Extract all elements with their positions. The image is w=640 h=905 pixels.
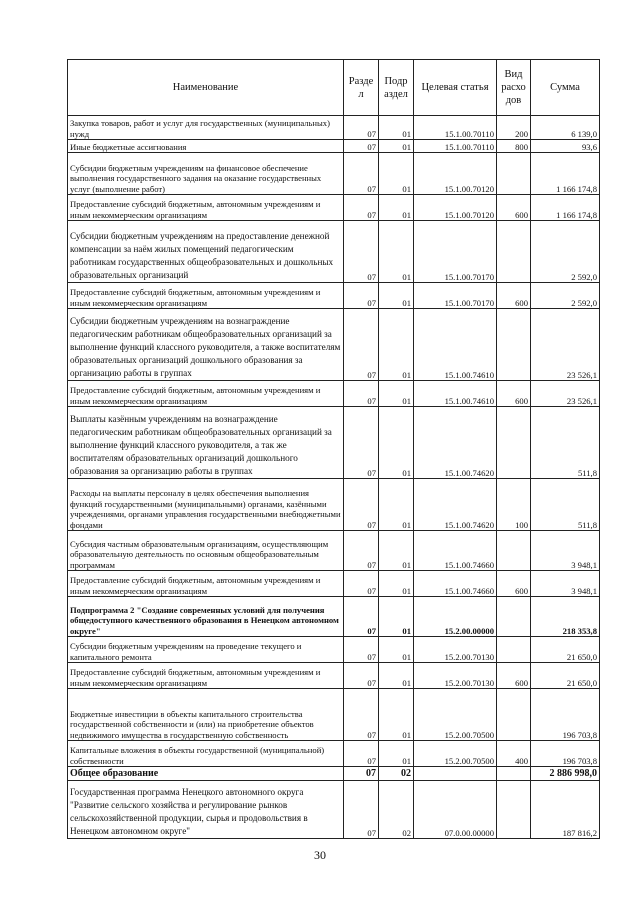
row-name: Выплаты казённым учреждениям на вознаграждение педагогическим работникам общеобразовательных организаций за выполнение функций классного руководителя, а так же воспитателям образовательных организаций дошкольного образования за организацию работы в группах xyxy=(68,407,344,479)
table-row xyxy=(68,407,600,479)
row-type: 600 xyxy=(497,663,531,689)
row-name: Закупка товаров, работ и услуг для государственных (муниципальных) нужд xyxy=(68,116,344,140)
row-target: 15.2.00.70130 xyxy=(414,663,497,689)
row-sum: 511,8 xyxy=(531,479,600,531)
table-row xyxy=(68,116,600,140)
row-section: 07 xyxy=(344,531,379,571)
row-type xyxy=(497,767,531,781)
row-sum: 6 139,0 xyxy=(531,116,600,140)
row-name: Подпрограмма 2 "Создание современных условий для получения общедоступного качественного образования в Ненецком автономном округе" xyxy=(68,597,344,637)
row-section: 07 xyxy=(344,571,379,597)
row-name: Предоставление субсидий бюджетным, автономным учреждениям и иным некоммерческим организациям xyxy=(68,663,344,689)
row-name: Бюджетные инвестиции в объекты капитального строительства государственной собственности и (или) на приобретение объектов недвижимого имущества в государственную собственность xyxy=(68,689,344,741)
row-section: 07 xyxy=(344,381,379,407)
header-name: Наименование xyxy=(68,60,344,116)
table-row xyxy=(68,479,600,531)
row-type xyxy=(497,689,531,741)
row-type: 100 xyxy=(497,479,531,531)
row-type: 400 xyxy=(497,741,531,767)
row-sum: 2 592,0 xyxy=(531,283,600,309)
table-row xyxy=(68,637,600,663)
row-target: 15.1.00.74660 xyxy=(414,571,497,597)
row-subsection: 01 xyxy=(379,153,414,195)
row-name: Субсидии бюджетным учреждениям на проведение текущего и капитального ремонта xyxy=(68,637,344,663)
table-row xyxy=(68,153,600,195)
row-name: Капитальные вложения в объекты государственной (муниципальной) собственности xyxy=(68,741,344,767)
row-target: 15.1.00.70170 xyxy=(414,221,497,283)
row-target: 07.0.00.00000 xyxy=(414,781,497,839)
row-target: 15.1.00.74620 xyxy=(414,479,497,531)
header-subsection: Подр аздел xyxy=(379,60,414,116)
row-section: 07 xyxy=(344,637,379,663)
row-sum: 218 353,8 xyxy=(531,597,600,637)
table-row xyxy=(68,689,600,741)
row-subsection: 01 xyxy=(379,741,414,767)
table-row xyxy=(68,741,600,767)
row-sum: 511,8 xyxy=(531,407,600,479)
row-name: Государственная программа Ненецкого автономного округа "Развитие сельского хозяйства и регулирование рынков сельскохозяйственной продукции, сырья и продовольствия в Ненецком автономном округе" xyxy=(68,781,344,839)
table-row xyxy=(68,597,600,637)
row-type xyxy=(497,597,531,637)
row-subsection: 01 xyxy=(379,195,414,221)
row-subsection: 01 xyxy=(379,637,414,663)
row-section: 07 xyxy=(344,689,379,741)
row-section: 07 xyxy=(344,195,379,221)
row-sum: 187 816,2 xyxy=(531,781,600,839)
row-subsection: 02 xyxy=(379,767,414,781)
row-type xyxy=(497,531,531,571)
row-section: 07 xyxy=(344,597,379,637)
header-sum: Сумма xyxy=(531,60,600,116)
row-subsection: 01 xyxy=(379,689,414,741)
table-row xyxy=(68,381,600,407)
row-sum: 1 166 174,8 xyxy=(531,195,600,221)
row-target: 15.1.00.74610 xyxy=(414,309,497,381)
row-type xyxy=(497,407,531,479)
row-subsection: 01 xyxy=(379,283,414,309)
row-subsection: 01 xyxy=(379,531,414,571)
row-target xyxy=(414,767,497,781)
row-subsection: 01 xyxy=(379,597,414,637)
row-target: 15.1.00.74610 xyxy=(414,381,497,407)
row-target: 15.2.00.70500 xyxy=(414,741,497,767)
row-name: Субсидии бюджетным учреждениям на предоставление денежной компенсации за наём жилых помещений педагогическим работникам государственных общеобразовательных и дошкольных образовательных организаций xyxy=(68,221,344,283)
row-name: Иные бюджетные ассигнования xyxy=(68,140,344,153)
row-name: Предоставление субсидий бюджетным, автономным учреждениям и иным некоммерческим организациям xyxy=(68,381,344,407)
row-subsection: 01 xyxy=(379,140,414,153)
row-sum: 93,6 xyxy=(531,140,600,153)
row-target: 15.1.00.70170 xyxy=(414,283,497,309)
row-name: Субсидия частным образовательным организациям, осуществляющим образовательную деятельность по основным общеобразовательным программам xyxy=(68,531,344,571)
table-row xyxy=(68,195,600,221)
row-type xyxy=(497,153,531,195)
row-name: Общее образование xyxy=(68,767,344,781)
row-type xyxy=(497,637,531,663)
row-subsection: 01 xyxy=(379,116,414,140)
table-row xyxy=(68,221,600,283)
row-subsection: 01 xyxy=(379,309,414,381)
row-name: Предоставление субсидий бюджетным, автономным учреждениям и иным некоммерческим организациям xyxy=(68,571,344,597)
row-target: 15.1.00.74620 xyxy=(414,407,497,479)
table-header-row xyxy=(68,60,600,116)
row-target: 15.1.00.70110 xyxy=(414,140,497,153)
row-type xyxy=(497,309,531,381)
row-type: 600 xyxy=(497,195,531,221)
row-section: 07 xyxy=(344,283,379,309)
row-target: 15.2.00.00000 xyxy=(414,597,497,637)
header-type: Вид расхо дов xyxy=(497,60,531,116)
row-section: 07 xyxy=(344,479,379,531)
row-type: 600 xyxy=(497,283,531,309)
row-section: 07 xyxy=(344,781,379,839)
row-section: 07 xyxy=(344,309,379,381)
row-section: 07 xyxy=(344,741,379,767)
row-name: Предоставление субсидий бюджетным, автономным учреждениям и иным некоммерческим организациям xyxy=(68,195,344,221)
row-sum: 2 592,0 xyxy=(531,221,600,283)
row-target: 15.1.00.74660 xyxy=(414,531,497,571)
row-sum: 2 886 998,0 xyxy=(531,767,600,781)
row-subsection: 01 xyxy=(379,663,414,689)
row-subsection: 01 xyxy=(379,407,414,479)
row-target: 15.2.00.70500 xyxy=(414,689,497,741)
row-section: 07 xyxy=(344,767,379,781)
header-target: Целевая статья xyxy=(414,60,497,116)
row-target: 15.1.00.70120 xyxy=(414,153,497,195)
row-type xyxy=(497,221,531,283)
row-name: Предоставление субсидий бюджетным, автономным учреждениям и иным некоммерческим организациям xyxy=(68,283,344,309)
table-row xyxy=(68,767,600,781)
table-row xyxy=(68,571,600,597)
table-row xyxy=(68,283,600,309)
document-page xyxy=(67,59,599,839)
row-section: 07 xyxy=(344,116,379,140)
row-sum: 196 703,8 xyxy=(531,741,600,767)
row-section: 07 xyxy=(344,153,379,195)
row-section: 07 xyxy=(344,140,379,153)
row-subsection: 02 xyxy=(379,781,414,839)
table-row xyxy=(68,663,600,689)
row-type: 800 xyxy=(497,140,531,153)
row-type: 600 xyxy=(497,381,531,407)
row-name: Субсидии бюджетным учреждениям на вознаграждение педагогическим работникам общеобразовательных организаций за выполнение функций классного руководителя, а также воспитателям образовательных организаций дошкольного образования за организацию работы в группах xyxy=(68,309,344,381)
table-row xyxy=(68,531,600,571)
table-row xyxy=(68,309,600,381)
table-row xyxy=(68,140,600,153)
row-target: 15.1.00.70110 xyxy=(414,116,497,140)
budget-table xyxy=(67,59,600,839)
row-sum: 23 526,1 xyxy=(531,381,600,407)
row-section: 07 xyxy=(344,663,379,689)
row-type: 600 xyxy=(497,571,531,597)
row-sum: 3 948,1 xyxy=(531,531,600,571)
row-sum: 21 650,0 xyxy=(531,637,600,663)
row-name: Субсидии бюджетным учреждениям на финансовое обеспечение выполнения государственного задания на оказание государственных услуг (выполнение работ) xyxy=(68,153,344,195)
page-number: 30 xyxy=(314,848,326,862)
row-subsection: 01 xyxy=(379,479,414,531)
row-section: 07 xyxy=(344,221,379,283)
row-sum: 3 948,1 xyxy=(531,571,600,597)
row-type: 200 xyxy=(497,116,531,140)
table-row xyxy=(68,781,600,839)
row-section: 07 xyxy=(344,407,379,479)
row-sum: 21 650,0 xyxy=(531,663,600,689)
row-subsection: 01 xyxy=(379,571,414,597)
row-subsection: 01 xyxy=(379,381,414,407)
row-target: 15.1.00.70120 xyxy=(414,195,497,221)
header-section: Разде л xyxy=(344,60,379,116)
row-target: 15.2.00.70130 xyxy=(414,637,497,663)
row-sum: 196 703,8 xyxy=(531,689,600,741)
row-name: Расходы на выплаты персоналу в целях обеспечения выполнения функций государственными (муниципальными) органами, казёнными учреждениями, органами управления государственными внебюджетными фондами xyxy=(68,479,344,531)
row-subsection: 01 xyxy=(379,221,414,283)
row-sum: 23 526,1 xyxy=(531,309,600,381)
row-sum: 1 166 174,8 xyxy=(531,153,600,195)
row-type xyxy=(497,781,531,839)
